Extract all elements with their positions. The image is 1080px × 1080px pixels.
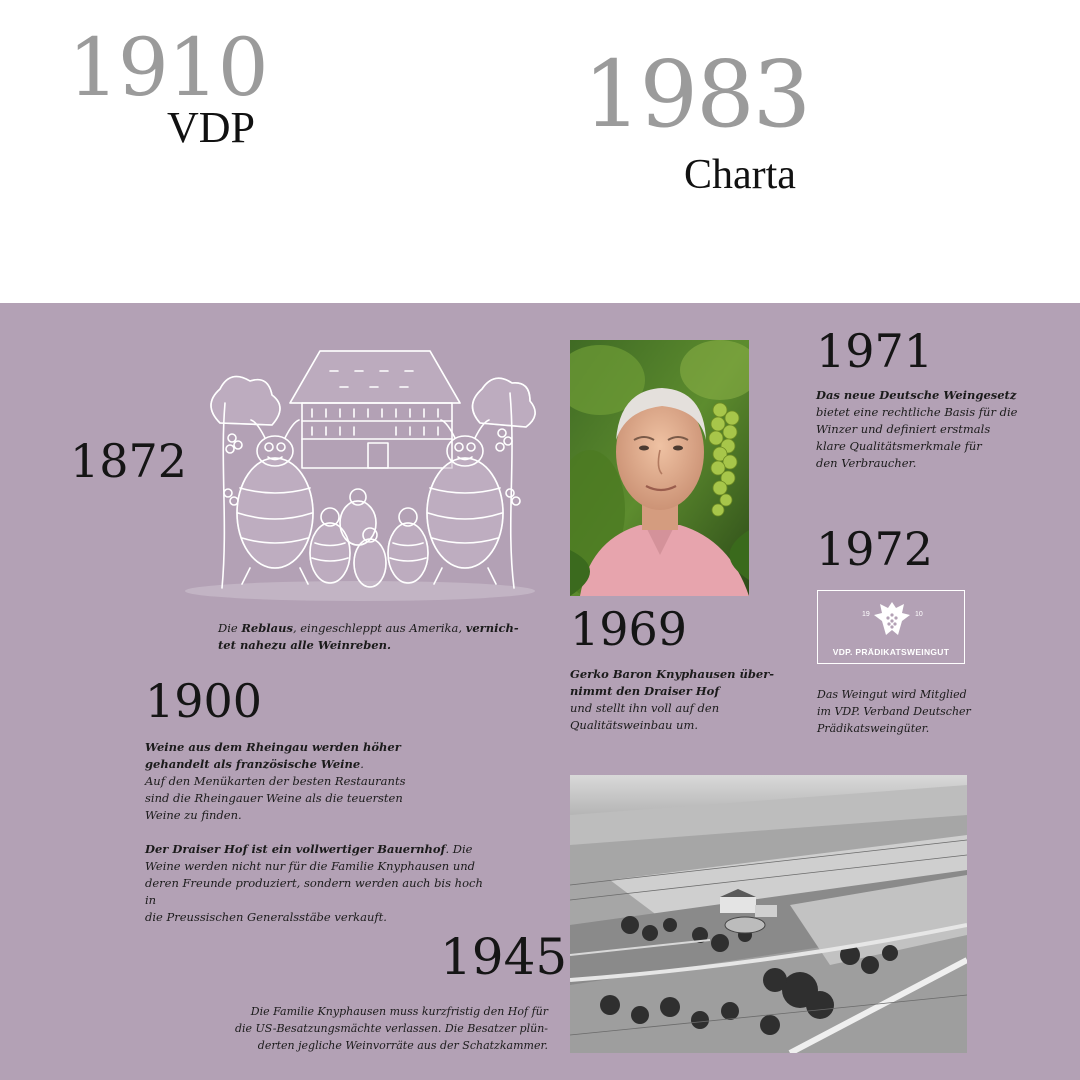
text-1945: Die Familie Knyphausen muss kurzfristig den Hof für die US-Besatzungsmächte verlassen. Die Besatzer plün- derten jegliche Weinvorräte aus der Schatzkammer. (234, 1005, 548, 1052)
year-1910: 1910 (68, 21, 268, 114)
logo-label: VDP. PRÄDIKATSWEINGUT (832, 647, 950, 657)
aerial-photo (570, 775, 967, 1053)
year-1900: 1900 (145, 674, 263, 728)
text-1971: Das neue Deutsche Weingesetz bietet eine rechtliche Basis für die Winzer und definiert erstmals klare Qualitätsmerkmale für den Verbraucher. (816, 388, 1018, 470)
label-vdp: VDP (167, 103, 256, 152)
text-1900: Weine aus dem Rheingau werden höher gehandelt als französische Weine. Auf den Menükarten der besten Restaurants sind die Rheingauer Weine als die teuersten Weine zu finden. Der Draiser Hof ist ein vollwertiger Bauernhof. Die Weine werden nicht nur für die Familie Knyphausen und deren Freunde produziert, sondern werden auch bis hoch in die Preussischen Generalsstäbe verkauft. (145, 740, 483, 924)
year-1972: 1972 (816, 522, 934, 576)
vdp-logo-box (817, 590, 965, 664)
label-charta: Charta (684, 152, 796, 198)
text-1969: Gerko Baron Knyphausen über- nimmt den Draiser Hof und stellt ihn voll auf den Qualitätsweinbau um. (570, 667, 775, 732)
year-1872: 1872 (70, 434, 188, 488)
year-1945: 1945 (440, 928, 568, 986)
eagle-icon (872, 599, 912, 639)
timeline-panel (0, 303, 1080, 1080)
year-1983: 1983 (583, 41, 810, 148)
logo-year-right: 10 (915, 611, 923, 618)
text-1872: Die Reblaus, eingeschleppt aus Amerika, vernich- tet nahezu alle Weinreben. (218, 621, 519, 652)
text-1972: Das Weingut wird Mitglied im VDP. Verband Deutscher Prädikatsweingüter. (817, 688, 971, 735)
logo-year-left: 19 (862, 611, 870, 618)
reblaus-illustration (180, 343, 540, 603)
year-1969: 1969 (570, 602, 688, 656)
portrait-photo (570, 340, 749, 596)
year-1971: 1971 (816, 324, 934, 378)
